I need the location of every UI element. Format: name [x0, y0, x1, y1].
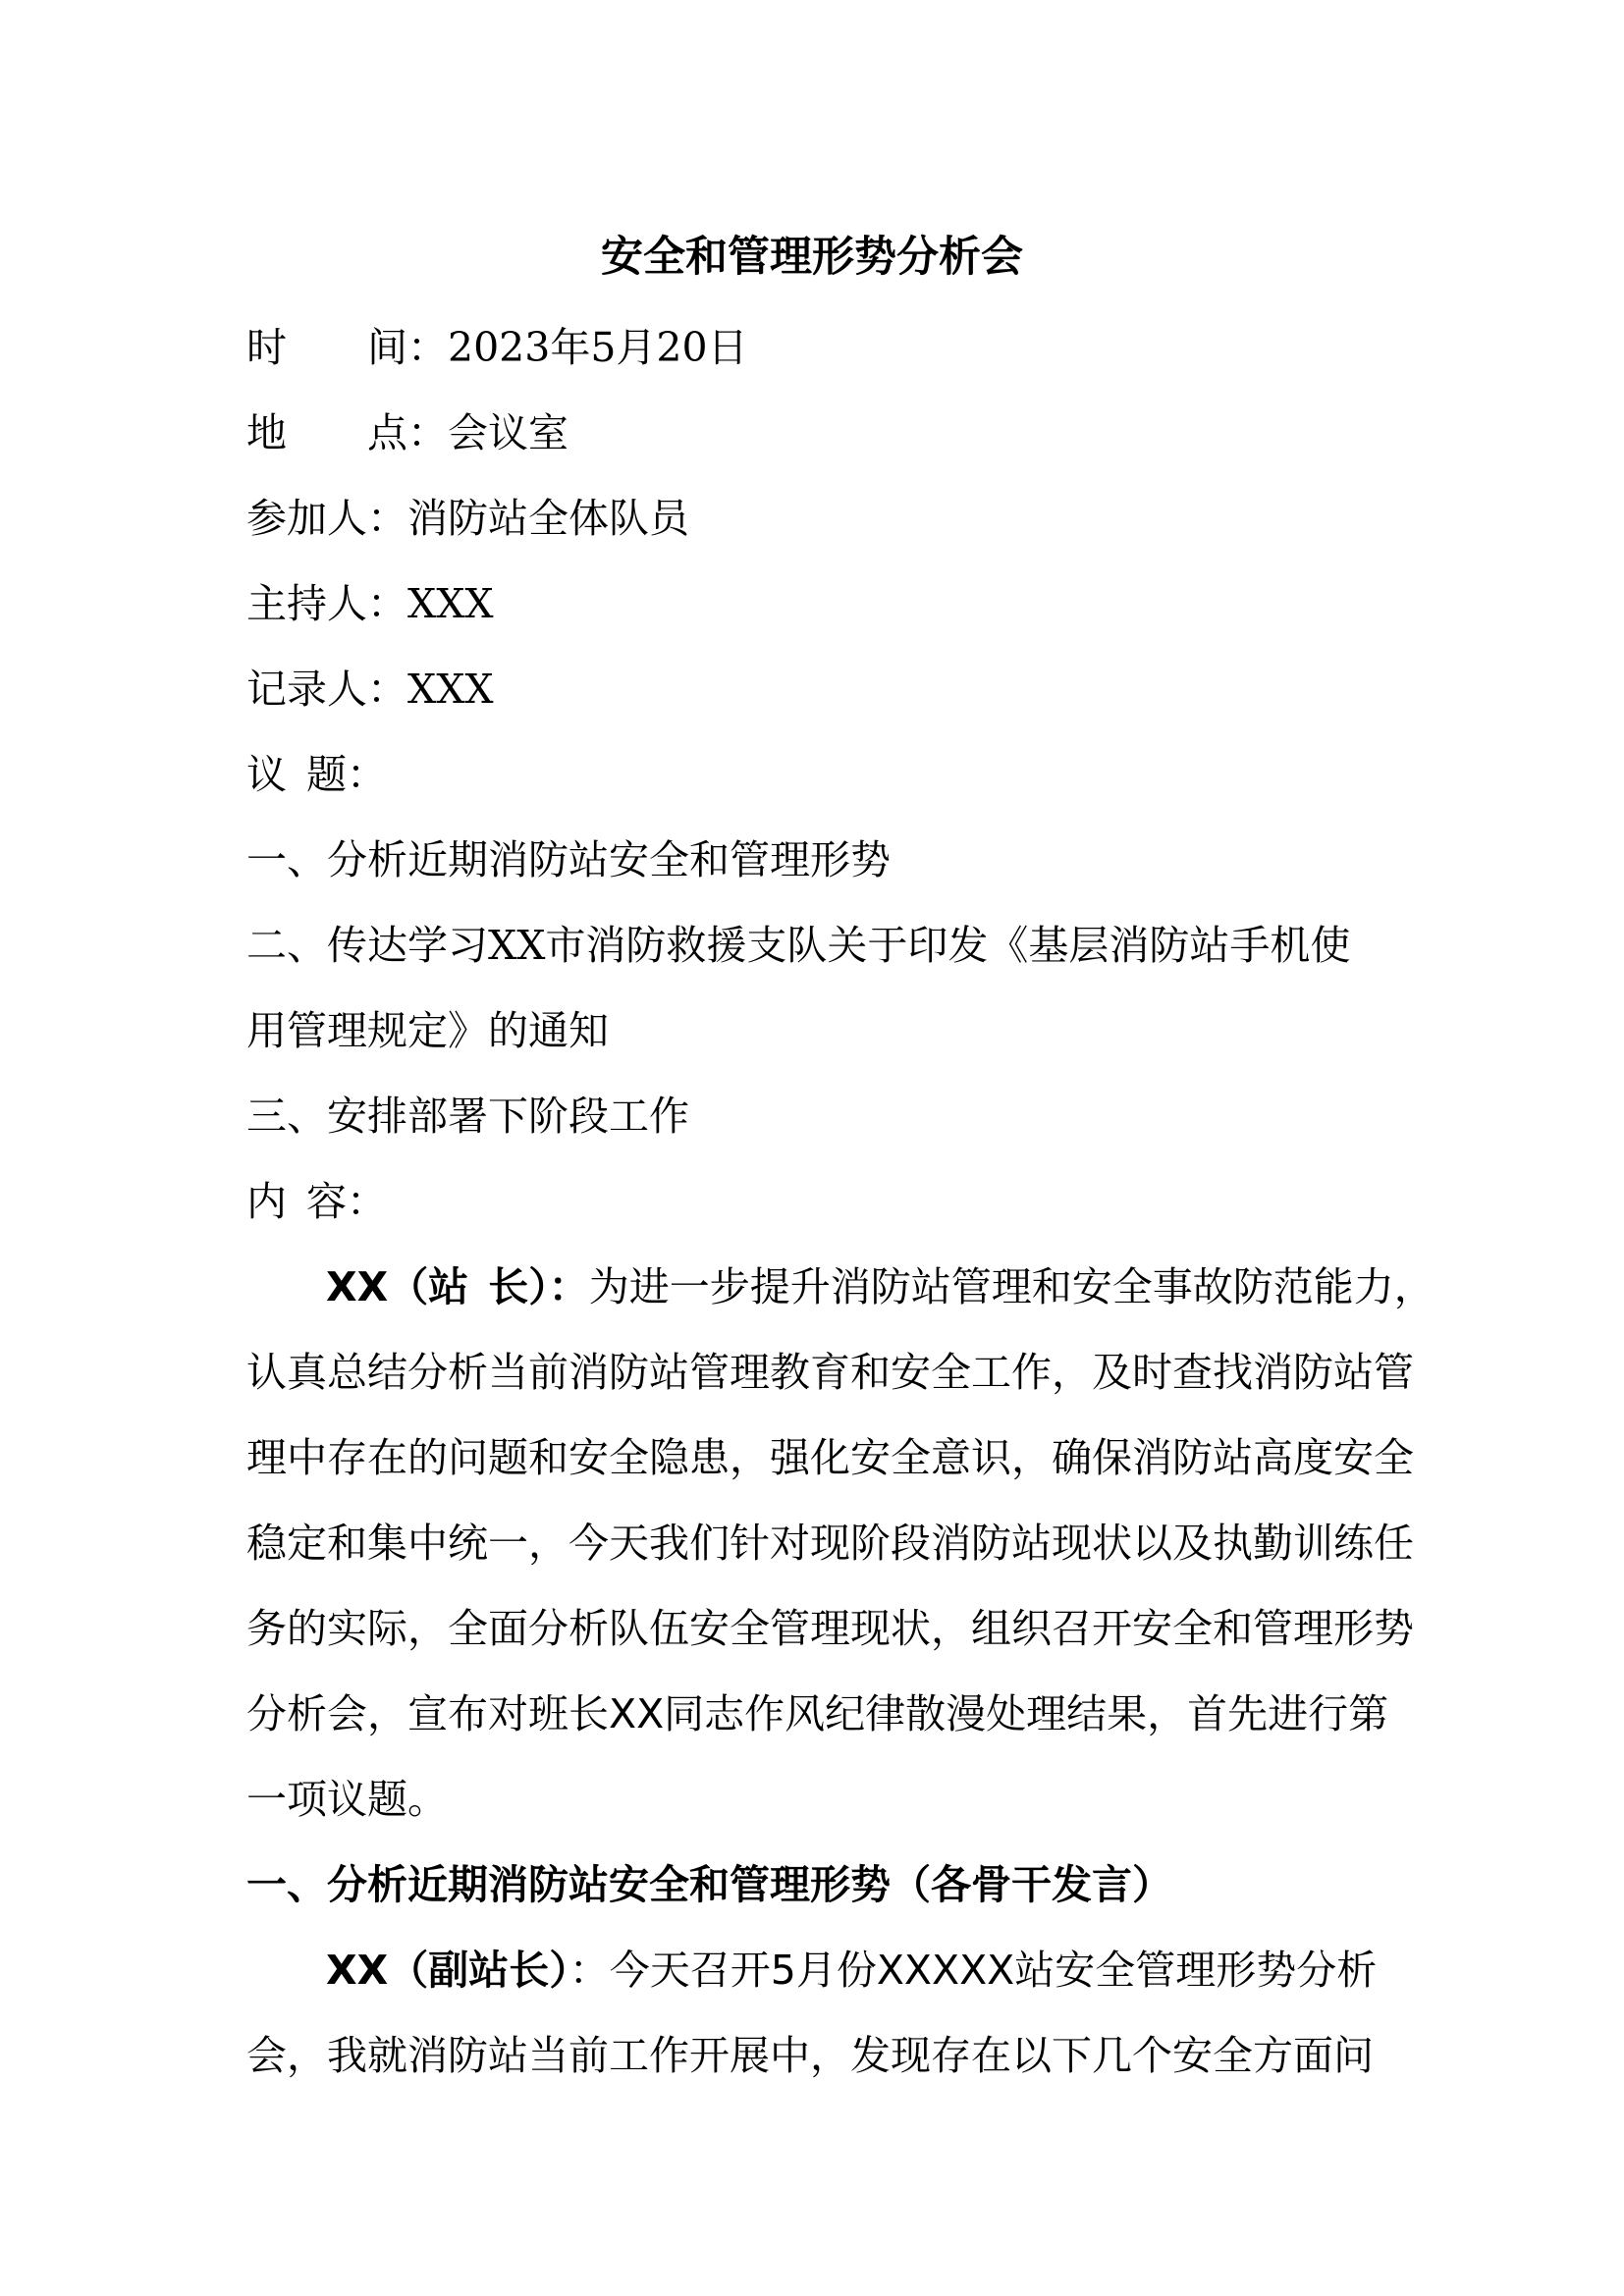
agenda-item-2-cont: 用管理规定》的通知: [246, 1007, 609, 1054]
meta-time: [246, 320, 748, 375]
agenda-label: [246, 747, 387, 802]
host-label: 主持人：: [246, 580, 407, 627]
place-label-b: 点：: [367, 409, 448, 456]
paragraph-1-line-3: 理中存在的问题和安全隐患，强化安全意识，确保消防站高度安全: [246, 1434, 1414, 1481]
meta-place: [246, 405, 568, 460]
recorder-value: XXX: [407, 666, 494, 713]
speaker-station-chief: XX（站: [326, 1263, 469, 1310]
content-label-b: 容：: [306, 1178, 387, 1225]
host-value: XXX: [407, 580, 494, 627]
place-label-a: 地: [246, 409, 287, 456]
paragraph-2-line-1: [326, 1943, 1377, 1998]
paragraph-1-line-6: 分析会，宣布对班长XX同志作风纪律散漫处理结果，首先进行第: [246, 1690, 1389, 1737]
paragraph-2-text-1: ：今天召开5月份XXXXX站安全管理形势分析: [568, 1947, 1378, 1994]
attendees-value: 消防站全体队员: [407, 495, 689, 542]
attendees-label: 参加人：: [246, 495, 407, 542]
paragraph-1-line-1: [326, 1259, 1435, 1314]
agenda-item-1: 一、分析近期消防站安全和管理形势: [246, 836, 891, 883]
paragraph-1-line-2: 认真总结分析当前消防站管理教育和安全工作，及时查找消防站管: [246, 1349, 1414, 1396]
agenda-item-3: 三、安排部署下阶段工作: [246, 1093, 689, 1140]
place-value: 会议室: [448, 409, 568, 456]
time-label-a: 时: [246, 324, 287, 371]
meta-attendees: [246, 491, 689, 546]
paragraph-1-text-1: 为进一步提升消防站管理和安全事故防范能力，: [588, 1263, 1435, 1310]
paragraph-1-line-7: 一项议题。: [246, 1776, 448, 1823]
time-value: 2023年5月20日: [448, 324, 748, 371]
paragraph-1-line-4: 稳定和集中统一，今天我们针对现阶段消防站现状以及执勤训练任: [246, 1520, 1414, 1567]
content-label: [246, 1174, 387, 1229]
agenda-label-a: 议: [246, 751, 287, 798]
speaker-deputy-chief: XX（副站长）: [326, 1947, 569, 1994]
document-title: 安全和管理形势分析会: [601, 233, 1023, 282]
paragraph-1-line-5: 务的实际，全面分析队伍安全管理现状，组织召开安全和管理形势: [246, 1605, 1414, 1652]
meta-host: [246, 576, 494, 631]
agenda-label-b: 题：: [306, 751, 387, 798]
time-label-b: 间：: [367, 324, 448, 371]
section-1-heading: 一、分析近期消防站安全和管理形势（各骨干发言）: [246, 1861, 1172, 1908]
speaker-station-chief-b: 长）：: [488, 1263, 589, 1310]
recorder-label: 记录人：: [246, 666, 407, 713]
paragraph-2-line-2: 会，我就消防站当前工作开展中，发现存在以下几个安全方面问: [246, 2032, 1374, 2079]
agenda-item-2: 二、传达学习XX市消防救援支队关于印发《基层消防站手机使: [246, 922, 1351, 969]
meta-recorder: [246, 662, 494, 717]
content-label-a: 内: [246, 1178, 287, 1225]
